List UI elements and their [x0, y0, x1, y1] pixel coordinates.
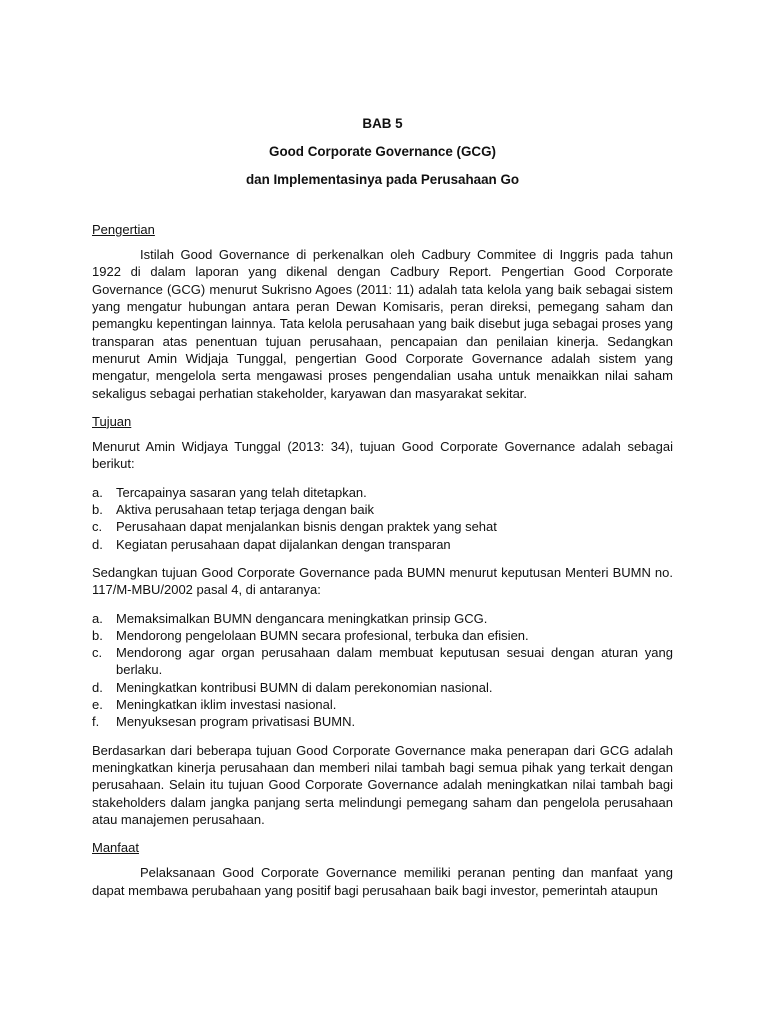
list-item-text: Kegiatan perusahaan dapat dijalankan dengan transparan: [116, 536, 451, 552]
list-item: [92, 501, 673, 518]
list-marker: e.: [92, 697, 103, 713]
list-item: [92, 679, 673, 696]
list-item: [92, 484, 673, 501]
list-item-text: Meningkatkan iklim investasi nasional.: [116, 697, 337, 713]
list-marker: d.: [92, 679, 103, 695]
tujuan-bumn-intro: Sedangkan tujuan Good Corporate Governance pada BUMN menurut keputusan Menteri BUMN no. 117/M-MBU/2002 pasal 4, di antaranya:: [92, 564, 673, 598]
document-body: [92, 115, 673, 910]
pengertian-paragraph: Istilah Good Governance di perkenalkan oleh Cadbury Commitee di Inggris pada tahun 1922 di dalam laporan yang dikenal dengan Cadbury Report. Pengertian Good Corporate Governance (GCG) menurut Sukrisno Agoes (2011: 11) adalah tata kelola yang baik sebagai sistem yang mengatur hubungan antara peran Dewan Komisaris, peran direksi, pemegang saham dan pemangku kepentingan lainnya. Tata kelola perusahaan yang baik disebut juga sebagai proses yang transparan atas penentuan tujuan perusahaan, pencapaian dan penilaian kinerja. Sedangkan menurut Amin Widjaja Tunggal, pengertian Good Corporate Governance adalah sistem yang mengatur, mengelola serta mengawasi proses pengendalian usaha untuk menaikkan nilai saham sekaligus sebagai perhatian stakeholder, karyawan dan masyarakat sekitar.: [92, 247, 673, 401]
list-item-text: Tercapainya sasaran yang telah ditetapkan.: [116, 484, 367, 500]
list-item: [92, 627, 673, 644]
section-heading-tujuan: Tujuan: [92, 413, 132, 429]
document-subtitle: dan Implementasinya pada Perusahaan Go: [245, 171, 520, 187]
list-item-text: Perusahaan dapat menjalankan bisnis dengan praktek yang sehat: [116, 519, 497, 535]
list-item-text: Meningkatkan kontribusi BUMN di dalam perekonomian nasional.: [116, 679, 493, 695]
list-item-text: Mendorong agar organ perusahaan dalam membuat keputusan sesuai dengan aturan yang berlaku.: [116, 645, 673, 678]
list-item-text: Aktiva perusahaan tetap terjaga dengan baik: [116, 502, 375, 518]
list-marker: f.: [92, 714, 100, 730]
list-item: [92, 696, 673, 713]
chapter-label: BAB 5: [362, 116, 403, 131]
list-item: [92, 518, 673, 535]
list-marker: c.: [92, 645, 103, 661]
list-item-text: Mendorong pengelolaan BUMN secara profesional, terbuka dan efisien.: [116, 627, 529, 643]
tujuan-list-general: [92, 484, 673, 553]
tujuan-list-bumn: [92, 610, 673, 731]
tujuan-conclusion: Berdasarkan dari beberapa tujuan Good Corporate Governance maka penerapan dari GCG adalah meningkatkan kinerja perusahaan dan memberi nilai tambah bagi semua pihak yang terkait dengan perusahaan. Selain itu tujuan Good Corporate Governance adalah meningkatkan nilai tambah bagi stakeholders dalam jangka panjang serta melindungi pemegang saham dan pengelola perusahaan atau manajemen perusahaan.: [92, 742, 673, 827]
tujuan-intro: Menurut Amin Widjaya Tunggal (2013: 34), tujuan Good Corporate Governance adalah sebagai berikut:: [92, 439, 673, 472]
section-heading-pengertian: Pengertian: [92, 221, 155, 237]
list-marker: a.: [92, 484, 103, 500]
list-marker: d.: [92, 536, 103, 552]
list-marker: a.: [92, 610, 103, 626]
list-item-text: Memaksimalkan BUMN dengancara meningkatkan prinsip GCG.: [116, 610, 488, 626]
list-item: [92, 610, 673, 627]
list-item: [92, 644, 673, 679]
list-marker: c.: [92, 519, 103, 535]
list-marker: b.: [92, 627, 103, 643]
list-item: [92, 713, 673, 730]
document-title: Good Corporate Governance (GCG): [269, 144, 496, 160]
list-marker: b.: [92, 502, 103, 518]
section-heading-manfaat: Manfaat: [92, 840, 139, 856]
list-item: [92, 536, 673, 553]
list-item-text: Menyuksesan program privatisasi BUMN.: [116, 714, 356, 730]
manfaat-paragraph: Pelaksanaan Good Corporate Governance memiliki peranan penting dan manfaat yang dapat membawa perubahaan yang positif bagi perusahaan baik bagi investor, pemerintah ataupun: [92, 865, 673, 898]
